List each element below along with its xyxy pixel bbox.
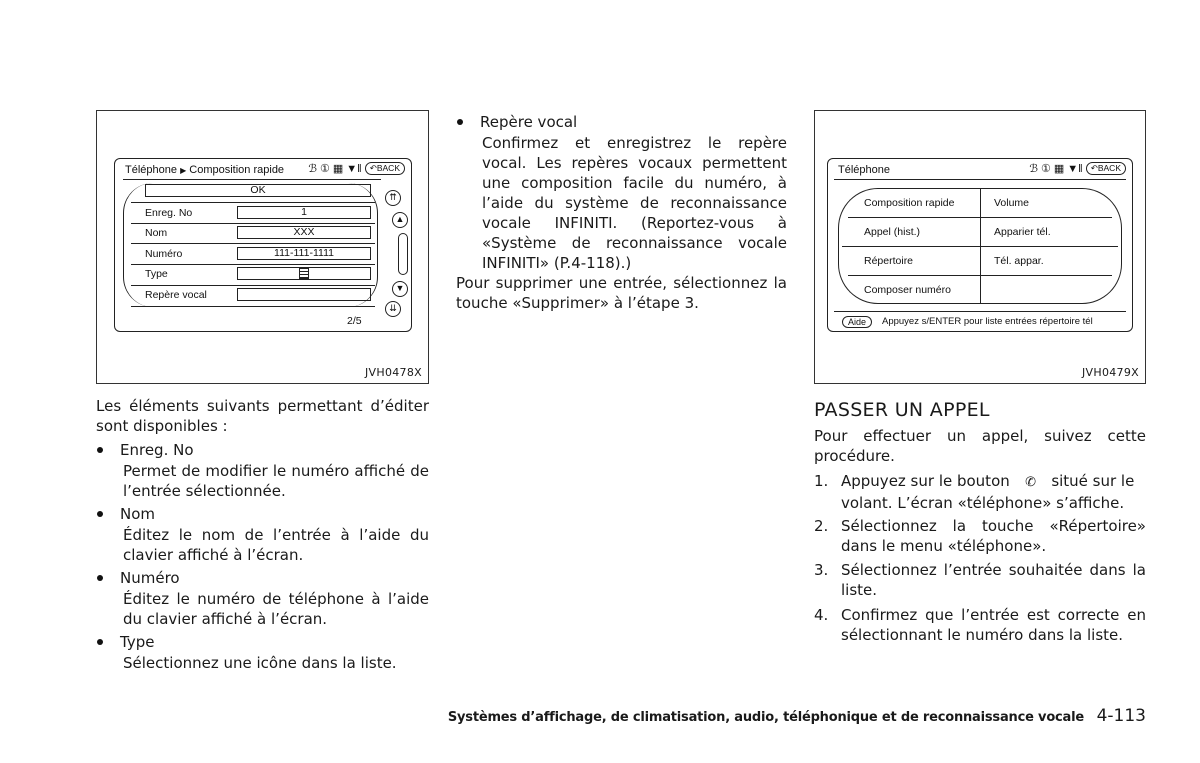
- section-heading: PASSER UN APPEL: [814, 399, 990, 421]
- step-1-text: [841, 471, 1146, 513]
- nom-field[interactable]: XXX: [237, 226, 371, 239]
- menu-divider: [842, 246, 1118, 247]
- menu-item-tel-appar[interactable]: Tél. appar.: [994, 255, 1044, 267]
- item-desc-type: Sélectionnez une icône dans la liste.: [123, 654, 397, 672]
- bullet-icon: [457, 119, 463, 125]
- signal-icon: ▼‖: [1067, 162, 1083, 175]
- back-button[interactable]: ↶BACK: [1086, 162, 1126, 175]
- battery-icon: ▦: [332, 162, 344, 175]
- status-bar: [1029, 162, 1126, 175]
- menu-divider: [848, 275, 1112, 276]
- figure-speed-dial-screen: [96, 110, 429, 384]
- scroll-up-button[interactable]: ▲: [392, 212, 408, 228]
- breadcrumb-page: Composition rapide: [189, 164, 285, 176]
- menu-item-repertoire[interactable]: Répertoire: [864, 255, 914, 267]
- breadcrumb-arrow-icon: ▶: [180, 166, 187, 175]
- step-number: 4.: [814, 606, 829, 624]
- header-divider: [834, 179, 1126, 180]
- step-1-text-after: situé sur le volant. L’écran «téléphone» s’affiche.: [841, 472, 1135, 512]
- item-title-type: Type: [120, 633, 155, 651]
- step-2-text: Sélectionnez la touche «Répertoire» dans le menu «téléphone».: [841, 517, 1146, 555]
- item-title-repere-vocal: Repère vocal: [480, 113, 578, 131]
- menu-item-apparier-tel[interactable]: Apparier tél.: [994, 226, 1051, 238]
- menu-item-volume[interactable]: Volume: [994, 197, 1030, 209]
- scroll-down-button[interactable]: ▼: [392, 281, 408, 297]
- footer-section-title: Systèmes d’affichage, de climatisation, audio, téléphonique et de reconnaissance vocale: [447, 710, 1084, 725]
- row-label-repere-vocal: Repère vocal: [145, 289, 207, 301]
- step-number: 3.: [814, 561, 829, 579]
- bullet-icon: [97, 447, 103, 453]
- phone-menu-screen: [827, 158, 1133, 332]
- footer: [420, 706, 1146, 732]
- help-text: Appuyez s/ENTER pour liste entrées répertoire tél: [882, 316, 1093, 327]
- row-label-type: Type: [145, 268, 168, 280]
- row-divider: [131, 306, 375, 307]
- phone-type-icon: [299, 268, 309, 279]
- ok-button[interactable]: OK: [145, 184, 371, 197]
- breadcrumb: [125, 164, 284, 176]
- page-number: 4-113: [1096, 706, 1146, 726]
- left-intro: Les éléments suivants permettant d’éditer sont disponibles :: [96, 397, 429, 435]
- left-arc: [123, 183, 164, 307]
- header-divider: [123, 179, 381, 180]
- breadcrumb-home[interactable]: Téléphone: [125, 164, 177, 176]
- row-divider: [131, 223, 375, 224]
- phone-status-icon: ①: [1041, 162, 1051, 175]
- menu-item-appel-hist[interactable]: Appel (hist.): [864, 226, 921, 238]
- phone-button-icon: ✆: [1025, 475, 1036, 490]
- screen-title: Téléphone: [838, 164, 890, 176]
- step-1-text-before: Appuyez sur le bouton: [841, 472, 1010, 490]
- figure-code: JVH0479X: [1082, 366, 1139, 379]
- step-number: 2.: [814, 517, 829, 535]
- row-divider: [131, 264, 375, 265]
- figure-phone-menu-screen: [814, 110, 1146, 384]
- item-title-nom: Nom: [120, 505, 156, 523]
- row-label-nom: Nom: [145, 227, 168, 239]
- row-divider: [131, 202, 375, 203]
- scroll-bottom-button[interactable]: ⇊: [385, 301, 401, 317]
- scrollbar[interactable]: [398, 233, 408, 275]
- help-button[interactable]: Aide: [842, 316, 872, 328]
- item-desc-repere-vocal: Confirmez et enregistrez le repère vocal. Les repères vocaux permettent une composition facile du numéro, à l’aide du système de reconnaissance vocale INFINITI. (Reportez-vous à «Système de reconnaissance vocale INFINITI» (P.4-118).): [482, 134, 787, 272]
- menu-item-composition-rapide[interactable]: Composition rapide: [864, 197, 955, 209]
- page-indicator: 2/5: [347, 315, 362, 327]
- menu-item-composer-numero[interactable]: Composer numéro: [864, 284, 951, 296]
- item-desc-numero: Éditez le numéro de téléphone à l’aide du clavier affiché à l’écran.: [123, 590, 429, 628]
- row-divider: [131, 243, 375, 244]
- phone-status-icon: ①: [320, 162, 330, 175]
- step-4-text: Confirmez que l’entrée est correcte en sélectionnant le numéro dans la liste.: [841, 606, 1146, 644]
- scroll-top-button[interactable]: ⇈: [385, 190, 401, 206]
- item-title-numero: Numéro: [120, 569, 180, 587]
- delete-entry-paragraph: Pour supprimer une entrée, sélectionnez la touche «Supprimer» à l’étape 3.: [456, 274, 787, 312]
- figure-code: JVH0478X: [365, 366, 422, 379]
- bullet-icon: [97, 575, 103, 581]
- item-desc-nom: Éditez le nom de l’entrée à l’aide du clavier affiché à l’écran.: [123, 526, 429, 564]
- row-label-numero: Numéro: [145, 248, 183, 260]
- menu-divider: [848, 217, 1112, 218]
- signal-icon: ▼‖: [346, 162, 362, 175]
- item-title-enreg-no: Enreg. No: [120, 441, 194, 459]
- back-button[interactable]: ↶BACK: [365, 162, 405, 175]
- item-desc-enreg-no: Permet de modifier le numéro affiché de l’entrée sélectionnée.: [123, 462, 429, 500]
- right-intro: Pour effectuer un appel, suivez cette procédure.: [814, 427, 1146, 465]
- enreg-no-field[interactable]: 1: [237, 206, 371, 219]
- bullet-icon: [97, 511, 103, 517]
- right-arc: [347, 183, 378, 307]
- numero-field[interactable]: 111-111-1111: [237, 247, 371, 260]
- bullet-icon: [97, 639, 103, 645]
- bluetooth-icon: ℬ: [1029, 162, 1038, 175]
- step-3-text: Sélectionnez l’entrée souhaitée dans la liste.: [841, 561, 1146, 599]
- footer-divider: [834, 311, 1126, 312]
- bluetooth-icon: ℬ: [308, 162, 317, 175]
- battery-icon: ▦: [1053, 162, 1065, 175]
- row-divider: [131, 285, 375, 286]
- speed-dial-screen: [114, 158, 412, 332]
- step-number: 1.: [814, 472, 829, 490]
- row-label-enreg-no: Enreg. No: [145, 207, 193, 219]
- status-bar: [308, 162, 405, 175]
